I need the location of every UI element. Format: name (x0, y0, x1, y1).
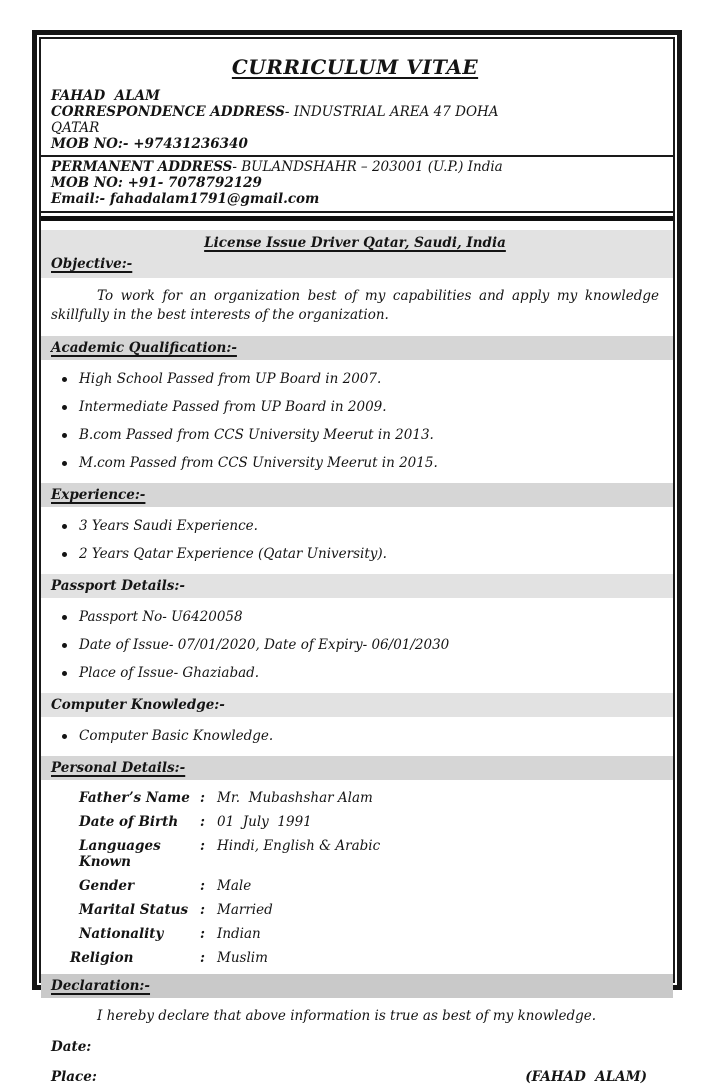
personal-value: Indian (217, 926, 261, 943)
candidate-name (51, 88, 659, 104)
signature-name: (FAHAD ALAM) (525, 1069, 647, 1086)
personal-label: Date of Birth (79, 814, 179, 831)
list-item (62, 665, 659, 681)
banner-band (41, 230, 673, 278)
list-item (62, 399, 659, 415)
personal-row (79, 878, 659, 894)
date-label: Date: (51, 1039, 92, 1056)
personal-details (51, 790, 659, 966)
personal-row (79, 902, 659, 918)
bullet-icon (62, 615, 67, 620)
correspondence-address-value: - INDUSTRIAL AREA 47 DOHA (284, 104, 499, 120)
permanent-address-label: PERMANENT ADDRESS (51, 159, 233, 175)
permanent-address (51, 159, 659, 175)
personal-row (79, 814, 659, 830)
mobile-india: MOB NO: +91- 7078792129 (51, 175, 262, 191)
list-item-text: 2 Years Qatar Experience (Qatar University). (79, 546, 387, 563)
experience-list (51, 518, 659, 562)
section-band-experience (41, 483, 673, 507)
place-row (51, 1069, 659, 1086)
bullet-icon (62, 524, 67, 529)
personal-label: Nationality (79, 926, 164, 943)
section-band-academic (41, 336, 673, 360)
personal-row (70, 950, 659, 966)
list-item-text: Place of Issue- Ghaziabad. (79, 665, 260, 682)
computer-list (51, 728, 659, 744)
cv-page-inner (39, 37, 675, 1086)
bullet-icon (62, 461, 67, 466)
bullet-icon (62, 405, 67, 410)
declaration-body: I hereby declare that above information is true as best of my knowledge. (97, 1008, 597, 1025)
place-label: Place: (51, 1069, 97, 1086)
personal-row (79, 838, 659, 870)
personal-colon: : (200, 902, 205, 919)
list-item (62, 637, 659, 653)
section-band-personal (41, 756, 673, 780)
correspondence-address (51, 104, 659, 120)
personal-label: Religion (70, 950, 134, 967)
objective-body: To work for an organization best of my capabilities and apply my knowledge skillfully in the best interests of the organization. (51, 288, 659, 324)
bullet-icon (62, 377, 67, 382)
section-band-declaration (41, 974, 673, 998)
candidate-name-text: FAHAD ALAM (51, 88, 160, 104)
mobile-qatar: MOB NO:- +97431236340 (51, 136, 248, 152)
list-item-text: 3 Years Saudi Experience. (79, 518, 258, 535)
personal-value: Married (217, 902, 273, 919)
personal-row (79, 926, 659, 942)
passport-list (51, 609, 659, 681)
permanent-address-value: - BULANDSHAHR – 203001 (U.P.) India (232, 159, 503, 175)
list-item (62, 546, 659, 562)
personal-colon: : (200, 790, 205, 807)
section-heading-passport: Passport Details:- (51, 578, 185, 595)
bullet-icon (62, 643, 67, 648)
section-heading-computer: Computer Knowledge:- (51, 697, 225, 714)
email-address: Email:- fahadalam1791@gmail.com (51, 191, 320, 207)
personal-label: Father’s Name (79, 790, 190, 807)
section-heading-declaration: Declaration:- (51, 978, 151, 995)
personal-value: Male (217, 878, 252, 895)
personal-value: Hindi, English & Arabic (217, 838, 381, 855)
list-item (62, 455, 659, 471)
section-heading-objective: Objective:- (51, 256, 133, 272)
personal-value: 01 July 1991 (217, 814, 312, 831)
academic-list (51, 371, 659, 471)
list-item-text: High School Passed from UP Board in 2007. (79, 371, 382, 388)
personal-value: Muslim (217, 950, 268, 967)
personal-colon: : (200, 814, 205, 831)
header-divider-thick (41, 211, 673, 221)
section-heading-academic: Academic Qualification:- (51, 340, 237, 357)
page-title: CURRICULUM VITAE (231, 55, 479, 79)
personal-row (79, 790, 659, 806)
list-item (62, 728, 659, 744)
correspondence-address-line2: QATAR (51, 120, 100, 136)
personal-label: Languages Known (79, 838, 161, 871)
list-item (62, 609, 659, 625)
list-item-text: B.com Passed from CCS University Meerut in 2013. (79, 427, 434, 444)
personal-colon: : (200, 950, 205, 967)
bullet-icon (62, 552, 67, 557)
correspondence-address-label: CORRESPONDENCE ADDRESS (51, 104, 285, 120)
personal-colon: : (200, 878, 205, 895)
personal-colon: : (200, 926, 205, 943)
bullet-icon (62, 671, 67, 676)
list-item-text: Date of Issue- 07/01/2020, Date of Expiry- 06/01/2030 (79, 637, 450, 654)
section-heading-personal: Personal Details:- (51, 760, 186, 777)
personal-label: Marital Status (79, 902, 189, 919)
list-item (62, 427, 659, 443)
list-item (62, 518, 659, 534)
section-heading-experience: Experience:- (51, 487, 146, 504)
bullet-icon (62, 433, 67, 438)
header-divider-thin (41, 155, 673, 157)
list-item (62, 371, 659, 387)
personal-label: Gender (79, 878, 135, 895)
list-item-text: Intermediate Passed from UP Board in 2009. (79, 399, 387, 416)
personal-value: Mr. Mubashshar Alam (217, 790, 373, 807)
section-band-passport (41, 574, 673, 598)
list-item-text: Passport No- U6420058 (79, 609, 243, 626)
list-item-text: Computer Basic Knowledge. (79, 728, 274, 745)
cv-page (32, 30, 682, 1086)
personal-colon: : (200, 838, 205, 855)
list-item-text: M.com Passed from CCS University Meerut in 2015. (79, 455, 438, 472)
bullet-icon (62, 734, 67, 739)
banner-title: License Issue Driver Qatar, Saudi, India (204, 235, 506, 251)
section-band-computer (41, 693, 673, 717)
